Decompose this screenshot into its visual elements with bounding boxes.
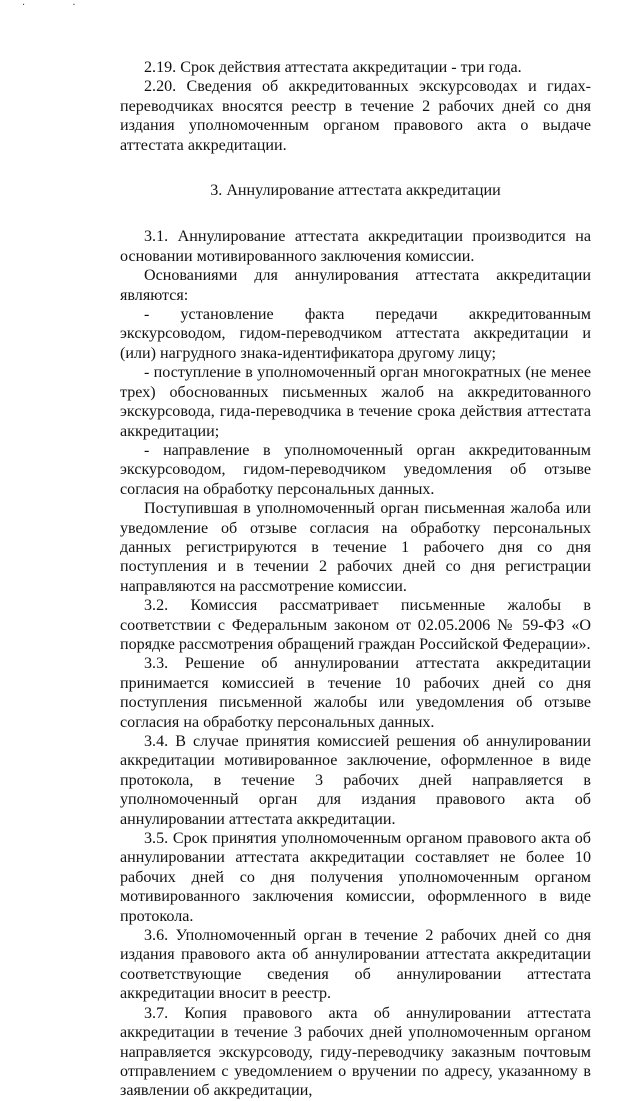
paragraph-2-20: 2.20. Сведения об аккредитованных экскурсоводах и гидах-переводчиках вносятся реестр в течение 2 рабочих дней со дня издания уполномоченным органом правового акта о выдаче аттестата аккредитации.	[120, 78, 591, 154]
paragraph-3-5: 3.5. Срок принятия уполномоченным органом правового акта об аннулировании аттестата аккредитации составляет не более 10 рабочих дней со дня получения уполномоченным органом мотивированного заключения комиссии, оформленного в виде протокола.	[120, 830, 591, 925]
paragraph-grounds-intro: Основаниями для аннулирования аттестата аккредитации являются:	[120, 267, 591, 304]
paragraph-3-2: 3.2. Комиссия рассматривает письменные жалобы в соответствии с Федеральным законом от 02.05.2006 № 59-ФЗ «О порядке рассмотрения обращений граждан Российской Федерации».	[120, 597, 591, 653]
section-heading: 3. Аннулирование аттестата аккредитации	[210, 182, 501, 200]
document-body	[120, 58, 591, 1101]
paragraph-3-1: 3.1. Аннулирование аттестата аккредитации производится на основании мотивированного заключения комиссии.	[120, 228, 591, 265]
paragraph-3-7: 3.7. Копия правового акта об аннулировании аттестата аккредитации в течение 3 рабочих дней уполномоченным органом направляется экскурсоводу, гиду-переводчику заказным почтовым отправлением с уведомлением о вручении по адресу, указанному в заявлении об аккредитации,	[120, 1004, 591, 1100]
paragraph-complaint-registration: Поступившая в уполномоченный орган письменная жалоба или уведомление об отзыве согласия на обработку персональных данных регистрируются в течение 1 рабочего дня со дня поступления и в течении 2 рабочих дней со дня регистрации направляются на рассмотрение комиссии.	[120, 500, 591, 595]
paragraph-3-6: 3.6. Уполномоченный орган в течение 2 рабочих дней со дня издания правового акта об аннулировании аттестата аккредитации соответствующие сведения об аннулировании аттестата аккредитации вносит в реестр.	[120, 927, 591, 1003]
scan-artifact-marks: · ·	[22, 0, 98, 11]
paragraph-ground-consent-withdrawal: - направление в уполномоченный орган аккредитованным экскурсоводом, гидом-переводчиком уведомления об отзыве согласия на обработку персональных данных.	[120, 441, 591, 498]
paragraph-ground-transfer: - установление факта передачи аккредитованным экскурсоводом, гидом-переводчиком аттестата аккредитации и (или) нагрудного знака-идентификатора другому лицу;	[120, 306, 591, 362]
paragraph-2-19: 2.19. Срок действия аттестата аккредитации - три года.	[144, 59, 522, 76]
paragraph-3-3: 3.3. Решение об аннулировании аттестата аккредитации принимается комиссией в течение 10 рабочих дней со дня поступления письменной жалобы или уведомления об отзыве согласия на обработку персональных данных.	[120, 655, 591, 731]
paragraph-ground-complaints: - поступление в уполномоченный орган многократных (не менее трех) обоснованных письменных жалоб на аккредитованного экскурсовода, гида-переводчика в течение срока действия аттестата аккредитации;	[120, 364, 591, 440]
paragraph-3-4: 3.4. В случае принятия комиссией решения об аннулировании аккредитации мотивированное заключение, оформленное в виде протокола, в течение 3 рабочих дней направляется в уполномоченный орган для издания правового акта об аннулировании аттестата аккредитации.	[120, 733, 591, 828]
